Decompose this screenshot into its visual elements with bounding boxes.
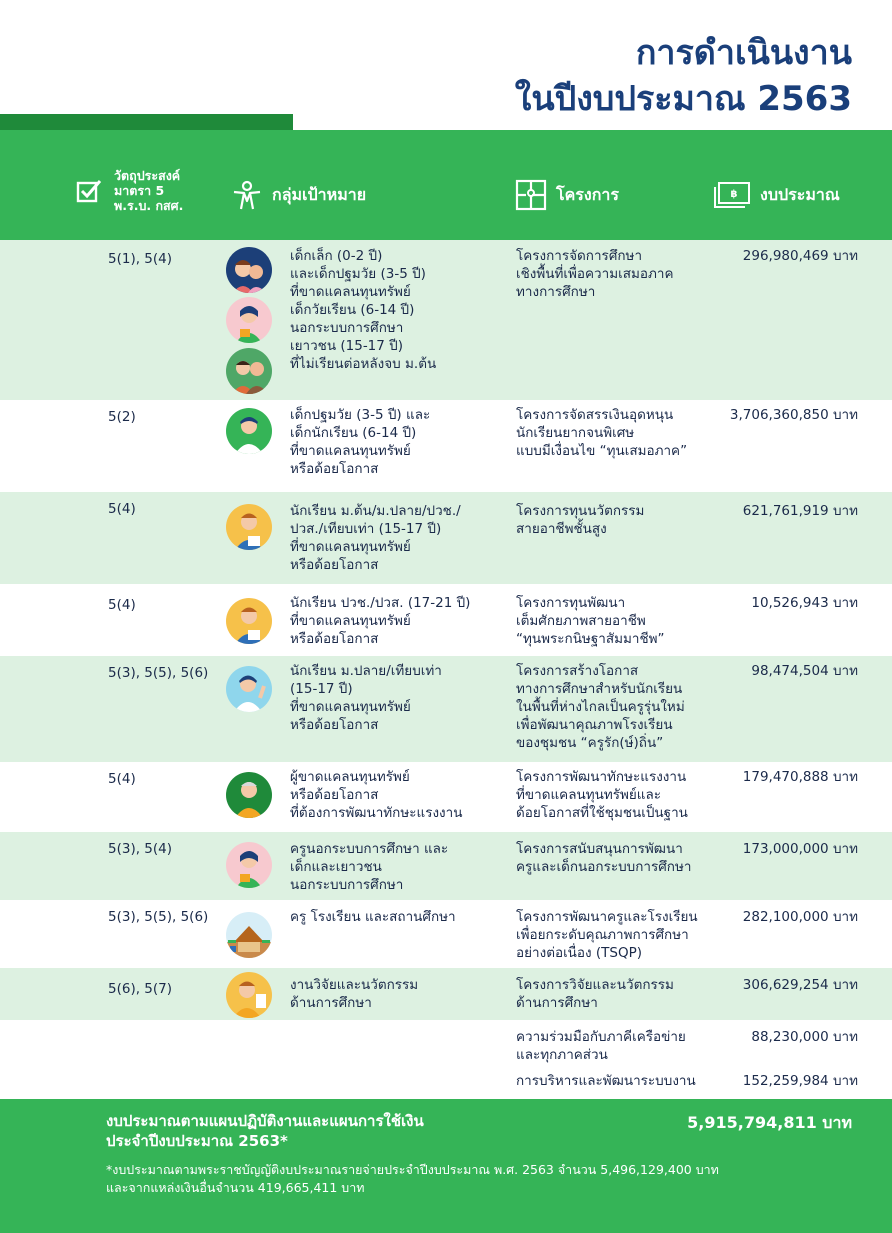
budget-cell: 3,706,360,850 บาท — [729, 407, 858, 423]
page-title — [515, 30, 852, 122]
project-cell — [516, 976, 716, 1012]
header-objective-line: วัตถุประสงค์ — [114, 168, 181, 183]
project-line: และทุกภาคส่วน — [516, 1047, 608, 1063]
puzzle-icon — [514, 178, 548, 212]
svg-text:฿: ฿ — [730, 189, 738, 200]
project-line: อย่างต่อเนื่อง (TSQP) — [516, 945, 643, 961]
project-cell — [516, 502, 716, 538]
project-line: ด้านการศึกษา — [516, 995, 598, 1011]
project-cell — [516, 840, 716, 876]
target-line: ที่ต้องการพัฒนาทักษะแรงงาน — [290, 805, 463, 821]
objective-cell: 5(1), 5(4) — [108, 251, 173, 267]
target-line: ด้านการศึกษา — [290, 995, 372, 1011]
table-row — [0, 968, 892, 1020]
banknote-icon — [712, 178, 752, 212]
objective-cell: 5(4) — [108, 771, 136, 787]
target-line: หรือด้อยโอกาส — [290, 717, 379, 733]
budget-cell: 173,000,000 บาท — [742, 841, 858, 857]
target-line: ครู โรงเรียน และสถานศึกษา — [290, 909, 456, 925]
project-line: ความร่วมมือกับภาคีเครือข่าย — [516, 1029, 686, 1045]
budget-cell: 306,629,254 บาท — [742, 977, 858, 993]
target-line: ปวส./เทียบเท่า (15-17 ปี) — [290, 521, 442, 537]
target-line: ที่ขาดแคลนทุนทรัพย์ — [290, 443, 411, 459]
table-row — [0, 762, 892, 832]
target-line: นักเรียน ปวช./ปวส. (17-21 ปี) — [290, 595, 471, 611]
objective-cell: 5(3), 5(4) — [108, 841, 173, 857]
target-group-cell — [290, 247, 502, 373]
avatar — [226, 842, 272, 888]
header-project — [514, 178, 619, 212]
total-amount: 5,915,794,811 บาท — [687, 1113, 852, 1132]
project-cell — [516, 662, 716, 752]
target-group-cell — [290, 662, 502, 734]
target-group-cell — [290, 594, 502, 648]
target-line: นักเรียน ม.ต้น/ม.ปลาย/ปวช./ — [290, 503, 461, 519]
header-objective-line: พ.ร.บ. กสศ. — [114, 198, 184, 213]
target-line: ที่ขาดแคลนทุนทรัพย์ — [290, 539, 411, 555]
footnote-line: *งบประมาณตามพระราชบัญญัติงบประมาณรายจ่ายประจำปีงบประมาณ พ.ศ. 2563 จำนวน 5,496,129,400 บาท — [106, 1162, 719, 1177]
project-line: โครงการจัดสรรเงินอุดหนุน — [516, 407, 674, 423]
project-line: ในพื้นที่ห่างไกลเป็นครูรุ่นใหม่ — [516, 699, 685, 715]
target-group-cell — [290, 502, 502, 574]
table-row — [0, 900, 892, 968]
objective-cell: 5(2) — [108, 409, 136, 425]
budget-cell: 10,526,943 บาท — [751, 595, 858, 611]
target-line: และเด็กปฐมวัย (3-5 ปี) — [290, 266, 426, 282]
project-line: เพื่อยกระดับคุณภาพการศึกษา — [516, 927, 689, 943]
total-label-line: งบประมาณตามแผนปฏิบัติงานและแผนการใช้เงิน — [106, 1112, 424, 1130]
target-line: (15-17 ปี) — [290, 681, 353, 697]
title-line-1: การดำเนินงาน — [635, 33, 852, 73]
project-line: โครงการสร้างโอกาส — [516, 663, 639, 679]
avatar — [226, 772, 272, 818]
total-footer — [0, 1099, 892, 1233]
target-line: งานวิจัยและนวัตกรรม — [290, 977, 419, 993]
header-target-label: กลุ่มเป้าหมาย — [272, 184, 367, 204]
project-line: แบบมีเงื่อนไข “ทุนเสมอภาค” — [516, 443, 688, 459]
project-line: โครงการวิจัยและนวัตกรรม — [516, 977, 674, 993]
objective-cell: 5(3), 5(5), 5(6) — [108, 909, 209, 925]
target-line: ผู้ขาดแคลนทุนทรัพย์ — [290, 769, 410, 785]
project-line: โครงการทุนนวัตกรรม — [516, 503, 645, 519]
avatar — [226, 598, 272, 644]
budget-cell: 152,259,984 บาท — [742, 1073, 858, 1089]
project-line: ครูและเด็กนอกระบบการศึกษา — [516, 859, 692, 875]
project-line: เต็มศักยภาพสายอาชีพ — [516, 613, 646, 629]
budget-cell: 296,980,469 บาท — [742, 248, 858, 264]
header-objective-line: มาตรา 5 — [114, 183, 165, 198]
header-target — [230, 178, 366, 212]
budget-cell: 88,230,000 บาท — [751, 1029, 858, 1045]
project-cell — [516, 406, 716, 460]
project-line: ที่ขาดแคลนทุนทรัพย์และ — [516, 787, 662, 803]
project-line: ด้อยโอกาสที่ใช้ชุมชนเป็นฐาน — [516, 805, 688, 821]
target-line: เด็กปฐมวัย (3-5 ปี) และ — [290, 407, 431, 423]
checkbox-icon — [72, 174, 106, 208]
target-line: เด็กวัยเรียน (6-14 ปี) — [290, 302, 415, 318]
target-line: หรือด้อยโอกาส — [290, 631, 379, 647]
project-line: ทางการศึกษาสำหรับนักเรียน — [516, 681, 683, 697]
target-line: เยาวชน (15-17 ปี) — [290, 338, 403, 354]
project-line: ทางการศึกษา — [516, 284, 596, 300]
target-line: เด็กเล็ก (0-2 ปี) — [290, 248, 383, 264]
project-cell — [516, 768, 716, 822]
project-cell — [516, 1072, 716, 1090]
project-line: เชิงพื้นที่เพื่อความเสมอภาค — [516, 266, 674, 282]
project-line: โครงการสนับสนุนการพัฒนา — [516, 841, 683, 857]
budget-cell: 179,470,888 บาท — [742, 769, 858, 785]
decorative-stripe-green — [0, 114, 293, 130]
project-cell — [516, 247, 716, 301]
avatar — [226, 504, 272, 550]
avatar — [226, 348, 272, 394]
title-line-2: ในปีงบประมาณ 2563 — [514, 79, 852, 119]
header-budget-label: งบประมาณ — [760, 184, 840, 204]
header-project-label: โครงการ — [556, 184, 619, 204]
target-line: นอกระบบการศึกษา — [290, 320, 404, 336]
target-group-cell — [290, 840, 502, 894]
footnote-line: และจากแหล่งเงินอื่นจำนวน 419,665,411 บาท — [106, 1180, 365, 1195]
target-line: ที่ขาดแคลนทุนทรัพย์ — [290, 699, 411, 715]
target-line: หรือด้อยโอกาส — [290, 787, 379, 803]
target-line: เด็กและเยาวชน — [290, 859, 382, 875]
target-line: นอกระบบการศึกษา — [290, 877, 404, 893]
total-label — [106, 1111, 424, 1151]
header-budget — [712, 178, 840, 212]
project-cell — [516, 908, 716, 962]
avatar — [226, 972, 272, 1018]
avatar — [226, 408, 272, 454]
target-line: หรือด้อยโอกาส — [290, 557, 379, 573]
objective-cell: 5(4) — [108, 597, 136, 613]
project-line: โครงการพัฒนาครูและโรงเรียน — [516, 909, 698, 925]
target-line: นักเรียน ม.ปลาย/เทียบเท่า — [290, 663, 442, 679]
table-row — [0, 1020, 892, 1068]
project-line: เพื่อพัฒนาคุณภาพโรงเรียน — [516, 717, 673, 733]
project-line: โครงการทุนพัฒนา — [516, 595, 626, 611]
project-line: การบริหารและพัฒนาระบบงาน — [516, 1073, 696, 1089]
target-group-cell — [290, 768, 502, 822]
target-group-cell — [290, 908, 502, 926]
table-row — [0, 1068, 892, 1099]
target-line: ที่ไม่เรียนต่อหลังจบ ม.ต้น — [290, 356, 437, 372]
table-row — [0, 584, 892, 656]
header-objective — [72, 168, 222, 213]
person-star-icon — [230, 178, 264, 212]
target-line: ที่ขาดแคลนทุนทรัพย์ — [290, 284, 411, 300]
target-line: ครูนอกระบบการศึกษา และ — [290, 841, 449, 857]
avatar — [226, 247, 272, 293]
table-row — [0, 832, 892, 900]
target-group-cell — [290, 976, 502, 1012]
total-label-line: ประจำปีงบประมาณ 2563* — [106, 1132, 288, 1150]
project-line: โครงการจัดการศึกษา — [516, 248, 643, 264]
project-cell — [516, 594, 716, 648]
avatar — [226, 297, 272, 343]
objective-cell: 5(4) — [108, 501, 136, 517]
project-cell — [516, 1028, 716, 1064]
table-row — [0, 400, 892, 492]
budget-cell: 98,474,504 บาท — [751, 663, 858, 679]
target-group-cell — [290, 406, 502, 478]
project-line: ของชุมชน “ครูรัก(ษ์)ถิ่น” — [516, 735, 664, 751]
footnote — [106, 1161, 719, 1197]
table-row — [0, 492, 892, 584]
table-row — [0, 656, 892, 762]
project-line: นักเรียนยากจนพิเศษ — [516, 425, 635, 441]
avatar — [226, 666, 272, 712]
project-line: “ทุนพระกนิษฐาสัมมาชีพ” — [516, 631, 665, 647]
target-line: หรือด้อยโอกาส — [290, 461, 379, 477]
table-row — [0, 240, 892, 400]
objective-cell: 5(3), 5(5), 5(6) — [108, 665, 209, 681]
target-line: เด็กนักเรียน (6-14 ปี) — [290, 425, 417, 441]
project-line: โครงการพัฒนาทักษะแรงงาน — [516, 769, 687, 785]
budget-cell: 621,761,919 บาท — [742, 503, 858, 519]
target-line: ที่ขาดแคลนทุนทรัพย์ — [290, 613, 411, 629]
project-line: สายอาชีพชั้นสูง — [516, 521, 607, 537]
table-header — [0, 130, 892, 240]
budget-cell: 282,100,000 บาท — [742, 909, 858, 925]
objective-cell: 5(6), 5(7) — [108, 981, 173, 997]
avatar — [226, 912, 272, 958]
